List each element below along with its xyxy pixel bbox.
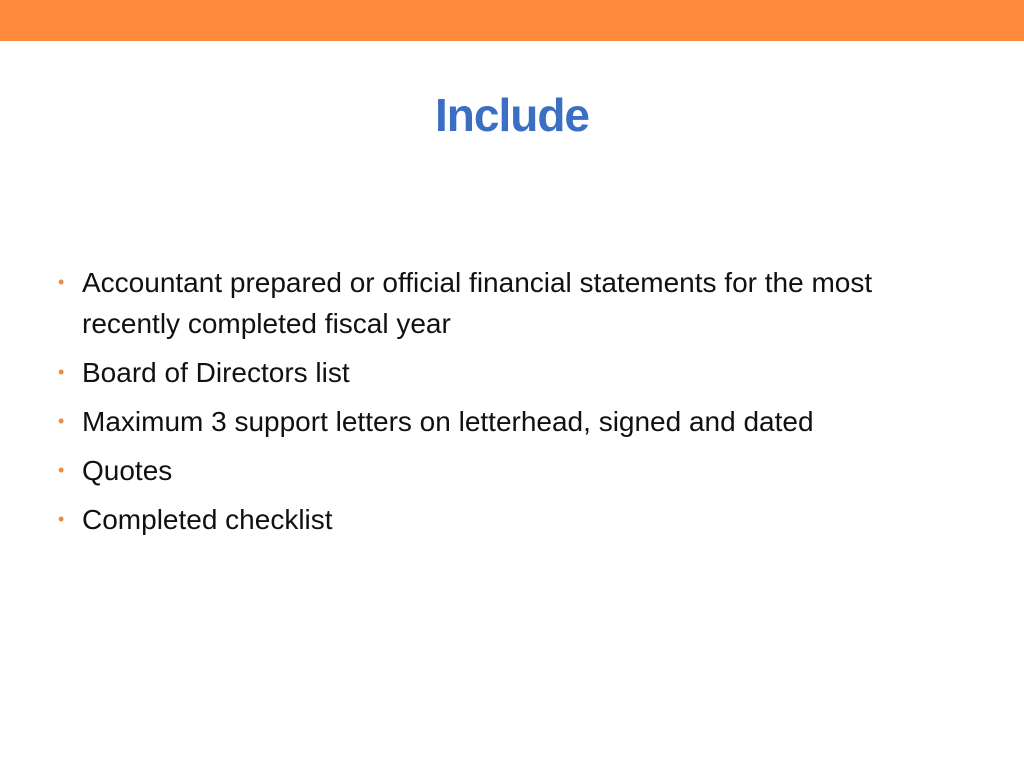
list-item [58, 352, 958, 393]
bullet-text: Maximum 3 support letters on letterhead, signed and dated [82, 406, 814, 437]
bullet-icon: • [58, 272, 65, 292]
bullet-text: Quotes [82, 455, 173, 486]
bullet-text: Completed checklist [82, 504, 333, 535]
bullet-icon: • [58, 509, 65, 529]
list-item [58, 401, 958, 442]
bullet-list [58, 262, 958, 548]
bullet-text: Accountant prepared or official financial statements for the most recently completed fiscal year [82, 267, 873, 339]
top-accent-bar [0, 0, 1024, 41]
bullet-text: Board of Directors list [82, 357, 350, 388]
bullet-icon: • [58, 411, 65, 431]
list-item [58, 262, 958, 344]
bullet-icon: • [58, 362, 65, 382]
slide-title: Include [434, 89, 590, 141]
list-item [58, 499, 958, 540]
bullet-icon: • [58, 460, 65, 480]
list-item [58, 450, 958, 491]
